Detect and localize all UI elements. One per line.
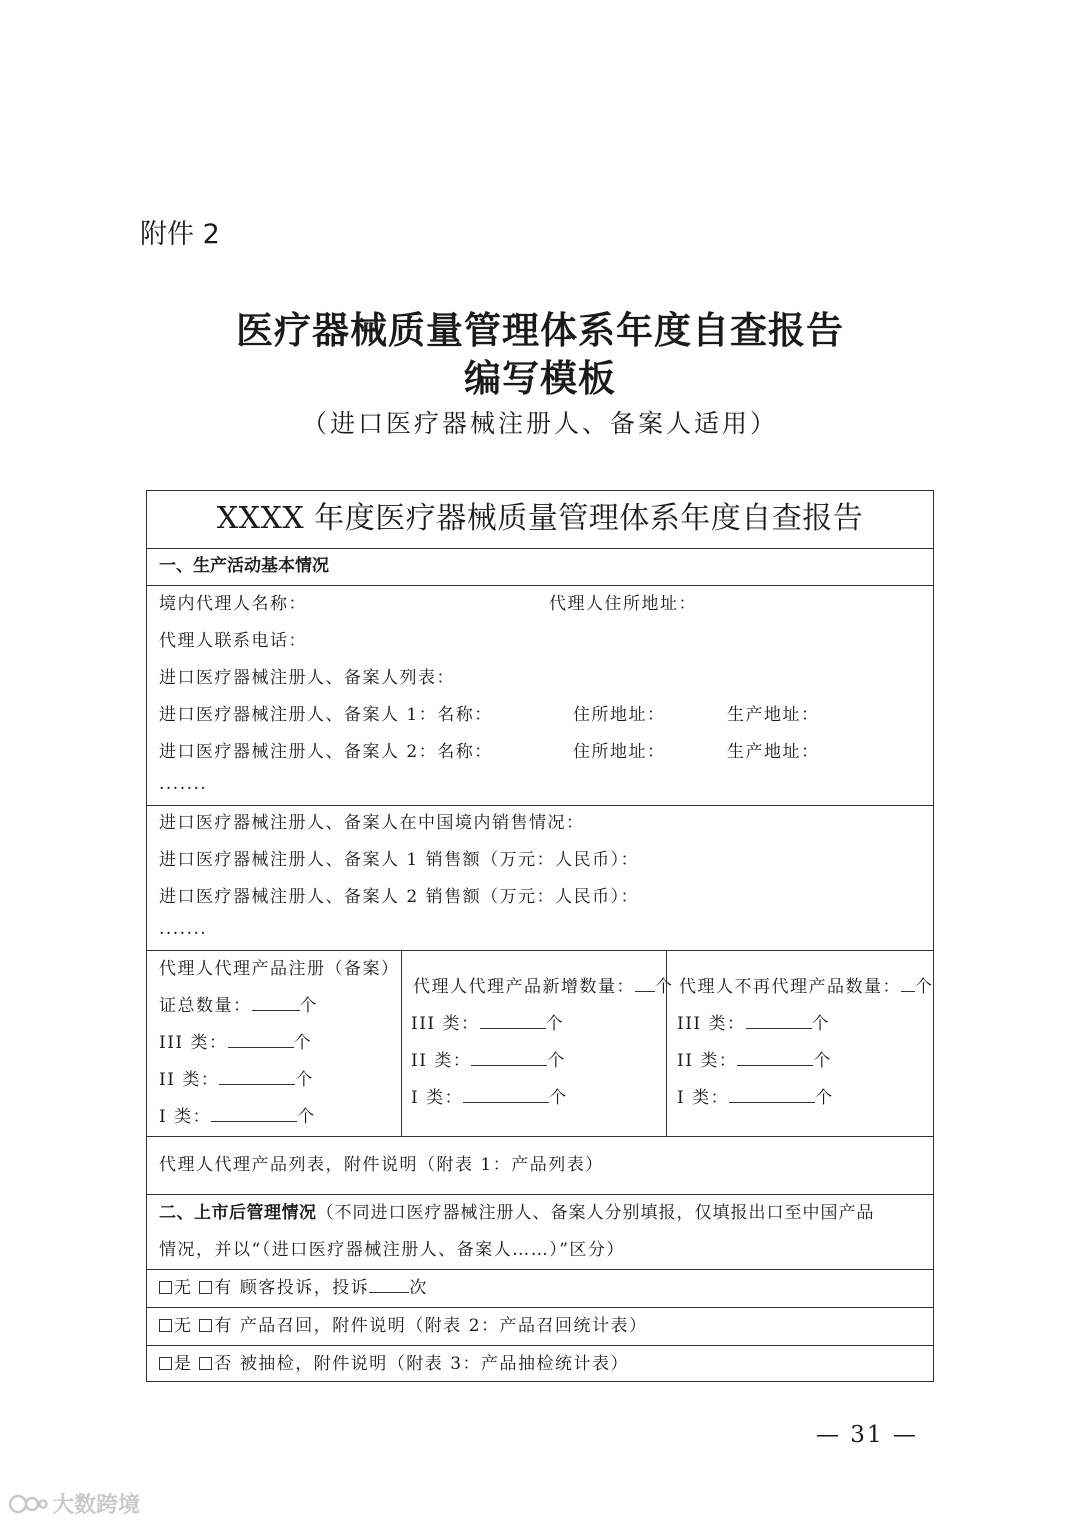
ellipsis: ....... — [159, 774, 208, 794]
form-divider — [147, 950, 933, 951]
watermark-text: 大数跨境 — [52, 1493, 141, 1518]
watermark — [8, 1488, 140, 1519]
checkbox[interactable] — [159, 1357, 172, 1370]
sales-1: 进口医疗器械注册人、备案人 1 销售额（万元：人民币）： — [159, 850, 640, 870]
page-number: — 31 — — [816, 1422, 918, 1448]
col2-class2: II 类： 个 — [411, 1051, 566, 1071]
section2-heading: 二、上市后管理情况（不同进口医疗器械注册人、备案人分别填报，仅填报出口至中国产品 — [159, 1203, 875, 1223]
sampling-row: 是 否 被抽检，附件说明（附表 3：产品抽检统计表） — [159, 1349, 629, 1374]
col3-class2: II 类： 个 — [677, 1051, 832, 1071]
blank-line[interactable] — [463, 1088, 549, 1103]
blank-line[interactable] — [211, 1107, 297, 1122]
col1-class3: III 类： 个 — [159, 1033, 313, 1053]
section2-heading-note: 情况，并以“（进口医疗器械注册人、备案人……）”区分） — [159, 1240, 625, 1260]
registrant-2-production: 生产地址： — [727, 742, 820, 762]
form-divider — [147, 1345, 933, 1346]
blank-line[interactable] — [471, 1051, 547, 1066]
blank-line[interactable] — [228, 1033, 294, 1048]
col2-class1: I 类： 个 — [411, 1088, 568, 1108]
col1-class2: II 类： 个 — [159, 1070, 314, 1090]
col2-class3: III 类： 个 — [411, 1014, 565, 1034]
attachment-label: 附件 2 — [140, 219, 220, 250]
blank-line[interactable] — [369, 1278, 409, 1293]
blank-line[interactable] — [635, 977, 655, 992]
blank-line[interactable] — [219, 1070, 295, 1085]
section1-heading: 一、生产活动基本情况 — [159, 556, 329, 576]
form-divider — [147, 1269, 933, 1270]
form-title: XXXX 年度医疗器械质量管理体系年度自查报告 — [216, 501, 864, 536]
agent-name-field: 境内代理人名称： — [159, 594, 307, 614]
complaint-row: 无 有 顾客投诉，投诉 次 — [159, 1273, 428, 1298]
blank-line[interactable] — [729, 1088, 815, 1103]
col2-heading: 代理人代理产品新增数量： 个 — [413, 977, 674, 997]
registrant-1-address: 住所地址： — [573, 705, 666, 725]
report-form — [146, 490, 934, 1382]
form-divider — [147, 1307, 933, 1308]
registrant-2-address: 住所地址： — [573, 742, 666, 762]
registrant-1-name: 进口医疗器械注册人、备案人 1：名称： — [159, 705, 493, 725]
document-subtitle: （进口医疗器械注册人、备案人适用） — [301, 409, 778, 438]
agent-address-field: 代理人住所地址： — [549, 594, 697, 614]
form-divider — [147, 548, 933, 549]
blank-line[interactable] — [480, 1014, 546, 1029]
col3-class1: I 类： 个 — [677, 1088, 834, 1108]
checkbox[interactable] — [199, 1281, 212, 1294]
column-divider — [401, 950, 402, 1136]
form-divider — [147, 585, 933, 586]
watermark-logo-icon — [8, 1493, 48, 1515]
ellipsis: ....... — [159, 919, 208, 939]
col3-class3: III 类： 个 — [677, 1014, 831, 1034]
registrant-1-production: 生产地址： — [727, 705, 820, 725]
col3-heading: 代理人不再代理产品数量： 个 — [679, 977, 934, 997]
blank-line[interactable] — [746, 1014, 812, 1029]
checkbox[interactable] — [159, 1319, 172, 1332]
sales-2: 进口医疗器械注册人、备案人 2 销售额（万元：人民币）： — [159, 887, 640, 907]
agent-phone-field: 代理人联系电话： — [159, 631, 307, 651]
col1-class1: I 类： 个 — [159, 1107, 316, 1127]
document-title-line2: 编写模板 — [464, 357, 616, 400]
document-title: 医疗器械质量管理体系年度自查报告 — [236, 309, 844, 352]
blank-line[interactable] — [252, 996, 300, 1011]
checkbox[interactable] — [199, 1319, 212, 1332]
form-divider — [147, 1194, 933, 1195]
form-divider — [147, 1136, 933, 1137]
registrant-list-label: 进口医疗器械注册人、备案人列表： — [159, 668, 455, 688]
product-list-row: 代理人代理产品列表，附件说明（附表 1：产品列表） — [159, 1155, 604, 1175]
checkbox[interactable] — [159, 1281, 172, 1294]
form-divider — [147, 805, 933, 806]
checkbox[interactable] — [199, 1357, 212, 1370]
blank-line[interactable] — [901, 977, 915, 992]
sales-heading: 进口医疗器械注册人、备案人在中国境内销售情况： — [159, 813, 585, 833]
col1-heading: 代理人代理产品注册（备案） — [159, 959, 400, 979]
registrant-2-name: 进口医疗器械注册人、备案人 2：名称： — [159, 742, 493, 762]
col1-total: 证总数量： 个 — [159, 996, 318, 1016]
recall-row: 无 有 产品召回，附件说明（附表 2：产品召回统计表） — [159, 1311, 648, 1336]
blank-line[interactable] — [737, 1051, 813, 1066]
